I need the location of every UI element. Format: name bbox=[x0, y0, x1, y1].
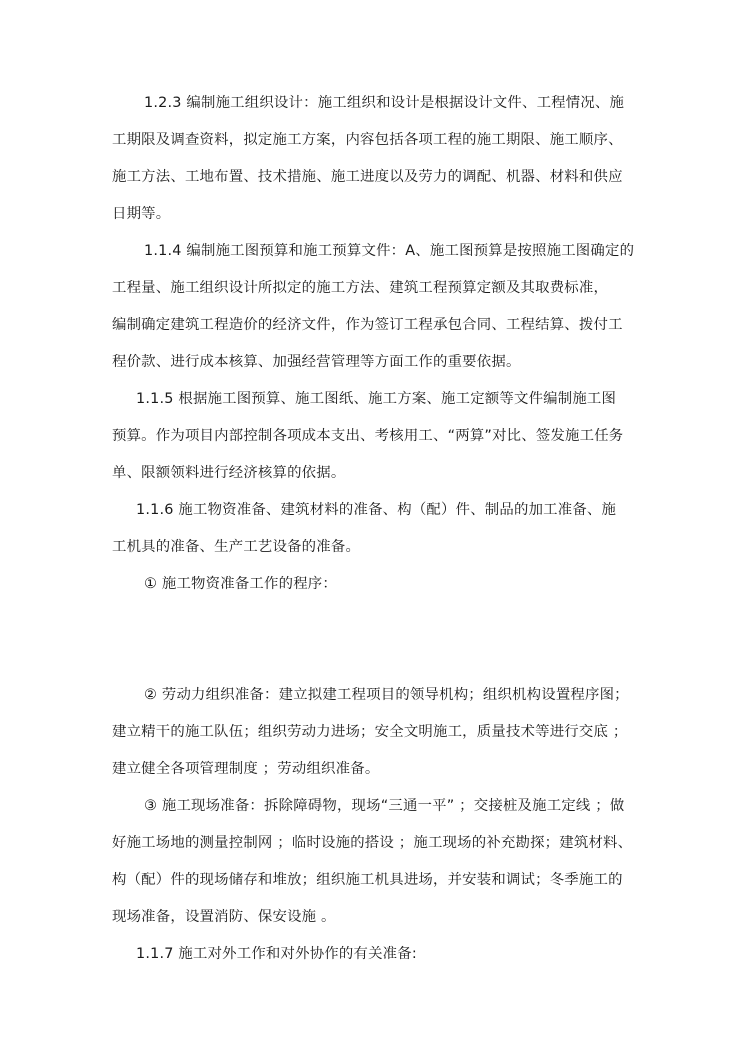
text-line: 编制确定建筑工程造价的经济文件，作为签订工程承包合同、工程结算、拨付工 bbox=[112, 317, 623, 333]
text-line: 工机具的准备、生产工艺设备的准备。 bbox=[112, 539, 361, 555]
text-line: 现场准备，设置消防、保安设施 。 bbox=[112, 909, 336, 925]
text-line: 建立精干的施工队伍；组织劳动力进场；安全文明施工，质量技术等进行交底 ； bbox=[112, 724, 628, 740]
text-line: 预算。作为项目内部控制各项成本支出、考核用工、“两算”对比、签发施工任务 bbox=[112, 428, 624, 444]
text-line: ② 劳动力组织准备：建立拟建工程项目的领导机构；组织机构设置程序图； bbox=[144, 687, 629, 703]
text-line: 单、限额领料进行经济核算的依据。 bbox=[112, 465, 346, 481]
text-line: 程价款、进行成本核算、加强经营管理等方面工作的重要依据。 bbox=[112, 354, 521, 370]
text-line: 好施工场地的测量控制网 ；临时设施的搭设 ；施工现场的补充勘探；建筑材料、 bbox=[112, 835, 633, 851]
text-line: 工期限及调查资料，拟定施工方案，内容包括各项工程的施工期限、施工顺序、 bbox=[112, 132, 623, 148]
text-line: ① 施工物资准备工作的程序： bbox=[144, 576, 337, 592]
text-line: ③ 施工现场准备：拆除障碍物，现场“三通一平” ；交接桩及施工定线 ；做 bbox=[144, 798, 625, 814]
text-line: 工程量、施工组织设计所拟定的施工方法、建筑工程预算定额及其取费标准， bbox=[112, 280, 609, 296]
text-line: 构（配）件的现场储存和堆放；组织施工机具进场，并安装和调试；冬季施工的 bbox=[112, 872, 623, 888]
text-line: 1.1.6 施工物资准备、建筑材料的准备、构（配）件、制品的加工准备、施 bbox=[136, 502, 617, 518]
text-line: 建立健全各项管理制度 ；劳动组织准备。 bbox=[112, 761, 380, 777]
text-line: 日期等。 bbox=[112, 206, 171, 222]
text-line: 施工方法、工地布置、技术措施、施工进度以及劳力的调配、机器、材料和供应 bbox=[112, 169, 623, 185]
text-line: 1.1.5 根据施工图预算、施工图纸、施工方案、施工定额等文件编制施工图 bbox=[136, 391, 617, 407]
text-line: 1.2.3 编制施工组织设计：施工组织和设计是根据设计文件、工程情况、施 bbox=[144, 95, 625, 111]
text-line: 1.1.4 编制施工图预算和施工预算文件：A、施工图预算是按照施工图确定的 bbox=[144, 243, 635, 259]
text-line: 1.1.7 施工对外工作和对外协作的有关准备: bbox=[136, 946, 417, 962]
